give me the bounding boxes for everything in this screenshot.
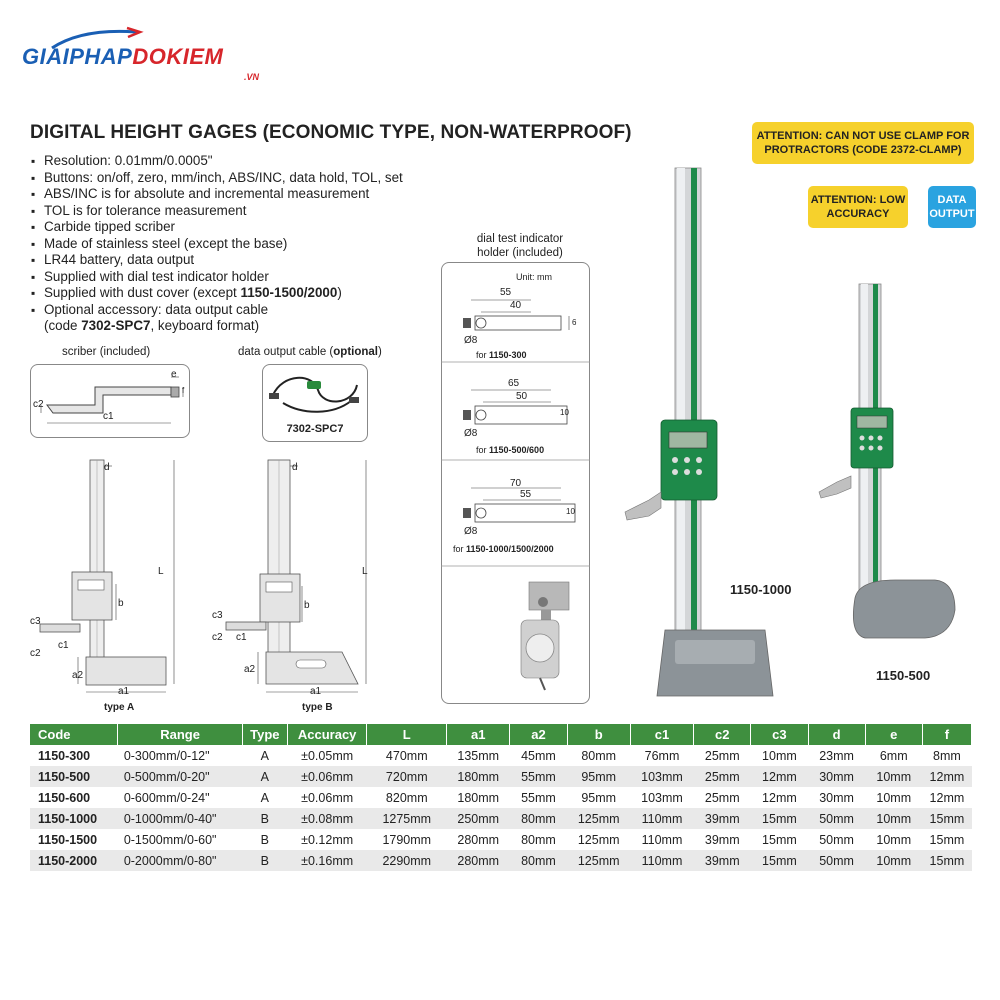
col-a1: a1 xyxy=(447,724,510,745)
dial-dim-40: 40 xyxy=(510,300,522,311)
data-output-badge: DATA OUTPUT xyxy=(928,186,976,228)
type-b-dim-c3: c3 xyxy=(212,610,223,621)
cell-L: 820mm xyxy=(385,790,428,805)
cell-c2: 39mm xyxy=(694,808,751,829)
cell-c3: 15mm xyxy=(762,832,797,847)
cell-e: 10mm xyxy=(876,832,912,847)
type-b-dim-a1: a1 xyxy=(310,686,322,697)
cell-d: 50mm xyxy=(808,850,865,871)
cell-c2: 25mm xyxy=(694,766,751,787)
cell-a2: 55mm xyxy=(521,790,556,805)
dim-c2: c2 xyxy=(33,399,44,410)
type-b-drawing-icon xyxy=(212,452,382,702)
col-f: f xyxy=(922,724,971,745)
cell-L: 2290mm xyxy=(367,850,447,871)
type-a-dim-d: d xyxy=(104,462,110,473)
cell-range: 0-1000mm/0-40" xyxy=(118,808,243,829)
model-label-1150-1000: 1150-1000 xyxy=(730,582,792,597)
type-a-label: type A xyxy=(104,702,135,713)
cell-a2: 80mm xyxy=(510,850,567,871)
cell-d: 30mm xyxy=(808,766,865,787)
page-title: DIGITAL HEIGHT GAGES (ECONOMIC TYPE, NON-WATERPROOF) xyxy=(30,122,632,143)
feature-bold: 7302-SPC7 xyxy=(81,318,151,333)
dial-for-1000 xyxy=(453,544,554,554)
cell-a1: 180mm xyxy=(447,766,510,787)
cell-c3: 15mm xyxy=(751,808,808,829)
spec-table xyxy=(30,724,972,871)
col-b: b xyxy=(567,724,630,745)
height-gage-1150-500-icon xyxy=(815,280,965,660)
type-b-dim-d: d xyxy=(292,462,298,473)
feature-item: ▪ LR44 battery, data output xyxy=(30,252,403,269)
cell-d: 23mm xyxy=(819,748,854,763)
type-a-drawing-icon xyxy=(28,452,188,702)
type-a-dim-L: L xyxy=(158,566,164,577)
table-row xyxy=(30,850,972,871)
table-row xyxy=(30,787,972,808)
cell-accuracy: ±0.16mm xyxy=(287,850,367,871)
dial-dim-55b: 55 xyxy=(520,489,532,500)
cell-d: 30mm xyxy=(819,790,854,805)
type-a-dim-b: b xyxy=(118,598,124,609)
cell-code: 1150-1500 xyxy=(38,832,98,847)
col-d: d xyxy=(808,724,865,745)
cell-a2: 80mm xyxy=(521,832,556,847)
feature-text: Supplied with dust cover (except xyxy=(44,285,241,300)
cell-accuracy: ±0.06mm xyxy=(287,766,367,787)
cell-a2: 45mm xyxy=(521,748,556,763)
dial-for-text: for xyxy=(476,350,490,360)
type-b-dim-a2: a2 xyxy=(244,664,256,675)
type-a-dim-a1: a1 xyxy=(118,686,130,697)
dim-f: f xyxy=(182,386,185,395)
cable-caption-text: ) xyxy=(377,346,382,358)
logo-name-b: DOKIEM xyxy=(132,44,224,69)
type-b-label: type B xyxy=(302,702,333,713)
scriber-caption: scriber (included) xyxy=(62,346,151,358)
cell-range: 0-600mm/0-24" xyxy=(123,790,210,805)
col-c2: c2 xyxy=(694,724,751,745)
feature-item: ▪ Made of stainless steel (except the base) xyxy=(30,236,403,253)
dial-dim-10b: 10 xyxy=(566,507,575,516)
type-b-dim-c2: c2 xyxy=(212,632,223,643)
feature-list xyxy=(30,153,403,335)
type-a-dim-a2: a2 xyxy=(72,670,84,681)
type-a-dim-c1: c1 xyxy=(58,640,69,651)
cell-c1: 103mm xyxy=(641,790,683,805)
table-row xyxy=(30,829,972,850)
dial-holder-caption: dial test indicator holder (included) xyxy=(476,233,564,259)
cell-e: 10mm xyxy=(876,790,912,805)
type-b-dim-L: L xyxy=(362,566,368,577)
cell-accuracy: ±0.06mm xyxy=(301,790,354,805)
cell-a1: 280mm xyxy=(447,850,510,871)
dial-for-code: 1150-500/600 xyxy=(489,445,545,455)
cell-b: 125mm xyxy=(567,850,630,871)
cell-f: 12mm xyxy=(922,766,971,787)
dial-dim-8c: Ø8 xyxy=(464,526,478,537)
dial-dim-8b: Ø8 xyxy=(464,428,478,439)
cell-b: 125mm xyxy=(577,832,620,847)
cell-L: 1790mm xyxy=(382,832,432,847)
dial-dim-65: 65 xyxy=(508,378,520,389)
cell-b: 125mm xyxy=(567,808,630,829)
cable-caption xyxy=(238,346,382,358)
feature-item xyxy=(30,318,403,335)
cell-c3: 12mm xyxy=(751,766,808,787)
dim-c1: c1 xyxy=(103,411,114,422)
cell-L: 1275mm xyxy=(367,808,447,829)
cell-d: 50mm xyxy=(819,832,854,847)
cell-b: 95mm xyxy=(581,790,617,805)
cell-code: 1150-600 xyxy=(38,790,91,805)
cell-c2: 39mm xyxy=(704,832,740,847)
cell-type: B xyxy=(242,850,287,871)
cell-c1: 110mm xyxy=(630,808,693,829)
cell-a1: 180mm xyxy=(457,790,500,805)
feature-item: ▪ TOL is for tolerance measurement xyxy=(30,203,403,220)
feature-item: ▪ Carbide tipped scriber xyxy=(30,219,403,236)
cell-a1: 135mm xyxy=(457,748,500,763)
dial-dim-55: 55 xyxy=(500,287,512,298)
feature-item: ▪ Optional accessory: data output cable xyxy=(30,302,403,319)
cell-c2: 25mm xyxy=(704,790,740,805)
cell-code: 1150-2000 xyxy=(30,850,118,871)
dial-dim-50: 50 xyxy=(516,391,528,402)
table-row xyxy=(30,808,972,829)
dial-for-text: for xyxy=(453,544,467,554)
cell-type: B xyxy=(242,808,287,829)
col-range: Range xyxy=(118,724,243,745)
logo-suffix: .VN xyxy=(244,72,260,82)
cell-f: 15mm xyxy=(929,832,965,847)
table-header-row xyxy=(30,724,972,745)
cell-accuracy: ±0.08mm xyxy=(287,808,367,829)
feature-text: , keyboard format) xyxy=(150,318,260,333)
col-L: L xyxy=(367,724,447,745)
dial-for-text: for xyxy=(476,445,490,455)
dial-dim-8a: Ø8 xyxy=(464,335,478,346)
cell-type: A xyxy=(242,766,287,787)
scriber-drawing-icon xyxy=(31,365,191,439)
cell-c3: 12mm xyxy=(762,790,797,805)
col-c3: c3 xyxy=(751,724,808,745)
dial-for-code: 1150-300 xyxy=(489,350,527,360)
col-a2: a2 xyxy=(510,724,567,745)
feature-text: ) xyxy=(337,285,342,300)
cell-accuracy: ±0.05mm xyxy=(301,748,354,763)
cell-type: B xyxy=(260,832,270,847)
attention-clamp-badge: ATTENTION: CAN NOT USE CLAMP FOR PROTRACTORS (CODE 2372-CLAMP) xyxy=(752,122,974,164)
cell-range: 0-2000mm/0-80" xyxy=(118,850,243,871)
feature-item: ▪ Supplied with dial test indicator holder xyxy=(30,269,403,286)
logo-text xyxy=(22,44,223,70)
dim-e: e xyxy=(171,369,177,380)
cell-f: 12mm xyxy=(929,790,965,805)
feature-item: ▪ Resolution: 0.01mm/0.0005" xyxy=(30,153,403,170)
cell-type: A xyxy=(260,748,270,763)
cell-a1: 250mm xyxy=(447,808,510,829)
col-accuracy: Accuracy xyxy=(287,724,367,745)
cell-b: 80mm xyxy=(581,748,617,763)
cell-c1: 103mm xyxy=(630,766,693,787)
cell-b: 95mm xyxy=(567,766,630,787)
cell-f: 8mm xyxy=(933,748,961,763)
cell-c3: 15mm xyxy=(751,850,808,871)
cell-c2: 39mm xyxy=(694,850,751,871)
cell-f: 15mm xyxy=(922,850,971,871)
cell-f: 15mm xyxy=(922,808,971,829)
cell-d: 50mm xyxy=(808,808,865,829)
cell-e: 6mm xyxy=(879,748,908,763)
brand-logo[interactable] xyxy=(22,22,272,82)
cell-range: 0-300mm/0-12" xyxy=(123,748,210,763)
cable-caption-text: data output cable ( xyxy=(238,346,334,358)
type-a-dim-c3: c3 xyxy=(30,616,41,627)
feature-bold: 1150-1500/2000 xyxy=(240,285,338,300)
scriber-box xyxy=(30,364,190,438)
cell-accuracy: ±0.12mm xyxy=(301,832,354,847)
dial-dim-10a: 10 xyxy=(560,408,569,417)
cable-code: 7302-SPC7 xyxy=(286,423,344,435)
cell-c3: 10mm xyxy=(762,748,797,763)
cable-caption-bold: optional xyxy=(333,346,378,358)
cell-c1: 110mm xyxy=(630,850,693,871)
dial-for-300 xyxy=(476,350,527,360)
cell-range: 0-1500mm/0-60" xyxy=(123,832,217,847)
cell-c1: 76mm xyxy=(644,748,680,763)
dial-for-500 xyxy=(476,445,544,455)
cell-c1: 110mm xyxy=(641,832,683,847)
attention-accuracy-badge: ATTENTION: LOW ACCURACY xyxy=(808,186,908,228)
col-code: Code xyxy=(30,724,118,745)
dial-unit-label: Unit: mm xyxy=(516,272,552,282)
table-row xyxy=(30,745,972,766)
cell-range: 0-500mm/0-20" xyxy=(118,766,243,787)
feature-text: (code xyxy=(44,318,82,333)
cell-code: 1150-500 xyxy=(30,766,118,787)
model-label-1150-500: 1150-500 xyxy=(876,668,931,683)
cell-e: 10mm xyxy=(865,808,922,829)
feature-item xyxy=(30,285,403,302)
height-gage-1150-1000-icon xyxy=(615,160,785,700)
col-e: e xyxy=(865,724,922,745)
cell-type: A xyxy=(260,790,270,805)
cable-box xyxy=(262,364,368,442)
table-row xyxy=(30,766,972,787)
col-type: Type xyxy=(242,724,287,745)
type-b-dim-c1: c1 xyxy=(236,632,247,643)
cell-code: 1150-1000 xyxy=(30,808,118,829)
cell-a1: 280mm xyxy=(457,832,500,847)
cell-code: 1150-300 xyxy=(38,748,91,763)
dial-dim-6: 6 xyxy=(572,318,577,327)
cell-L: 720mm xyxy=(367,766,447,787)
logo-name-a: GIAIPHAP xyxy=(22,44,133,69)
dial-for-code: 1150-1000/1500/2000 xyxy=(466,544,554,554)
feature-item: ▪ ABS/INC is for absolute and incremental measurement xyxy=(30,186,403,203)
cell-a2: 55mm xyxy=(510,766,567,787)
cell-e: 10mm xyxy=(865,766,922,787)
dial-dim-70: 70 xyxy=(510,478,522,489)
feature-item: ▪ Buttons: on/off, zero, mm/inch, ABS/INC, data hold, TOL, set xyxy=(30,170,403,187)
cell-L: 470mm xyxy=(385,748,428,763)
type-b-dim-b: b xyxy=(304,600,310,611)
cell-e: 10mm xyxy=(865,850,922,871)
cable-icon xyxy=(263,365,369,425)
cell-c2: 25mm xyxy=(704,748,740,763)
col-c1: c1 xyxy=(630,724,693,745)
cell-a2: 80mm xyxy=(510,808,567,829)
type-a-dim-c2: c2 xyxy=(30,648,41,659)
